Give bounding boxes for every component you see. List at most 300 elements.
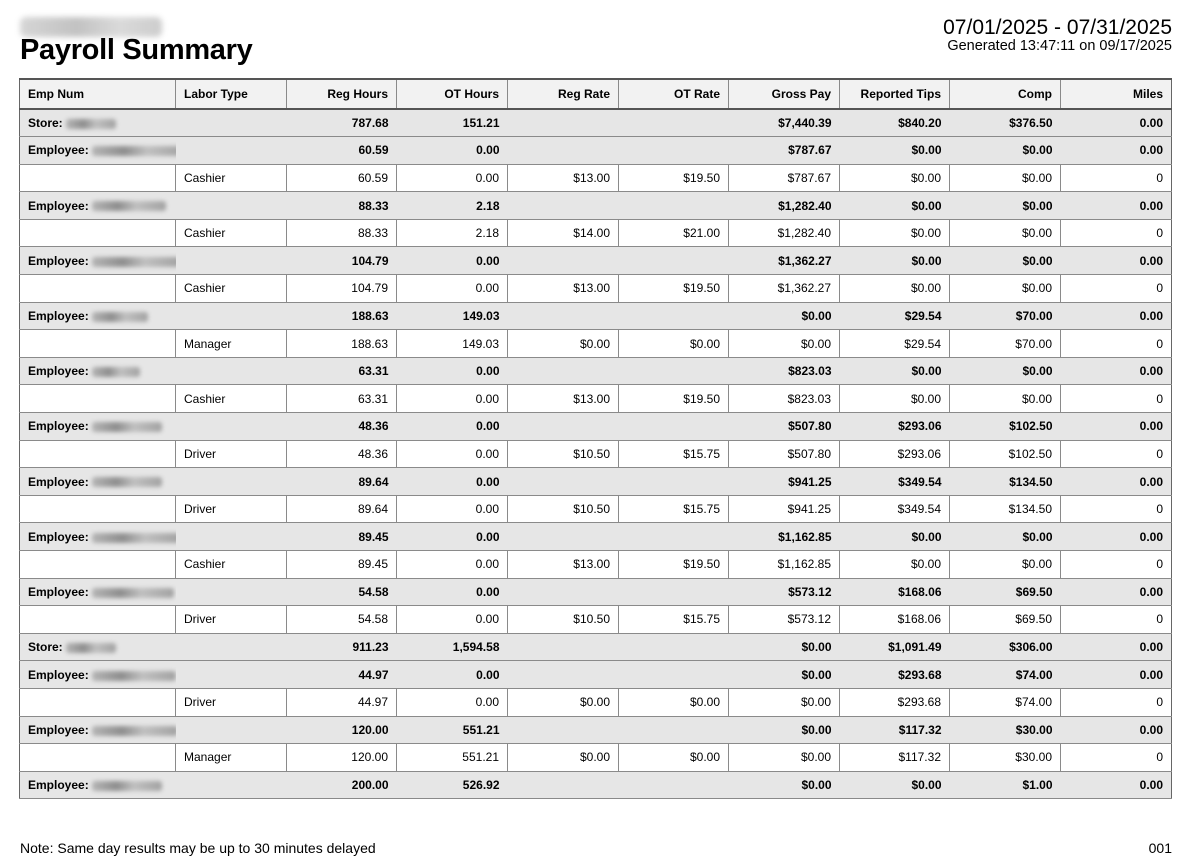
emp-num-cell <box>20 633 176 661</box>
emp-num-cell <box>20 440 176 468</box>
row-label: Employee: <box>28 143 89 158</box>
ot-hours-cell: 0.00 <box>397 688 508 716</box>
redacted-name <box>92 671 176 681</box>
ot-rate-cell <box>619 247 729 275</box>
reg-hours-cell: 88.33 <box>287 219 397 247</box>
comp-cell: $0.00 <box>950 247 1061 275</box>
ot-hours-cell: 2.18 <box>397 192 508 220</box>
reported-tips-cell: $0.00 <box>840 247 950 275</box>
col-header-miles: Miles <box>1061 79 1172 109</box>
gross-pay-cell: $507.80 <box>729 413 840 441</box>
miles-cell: 0 <box>1061 606 1172 634</box>
gross-pay-cell: $0.00 <box>729 633 840 661</box>
emp-num-cell <box>20 192 176 220</box>
redacted-name <box>92 257 176 267</box>
ot-hours-cell: 0.00 <box>397 578 508 606</box>
labor-type-cell <box>176 468 287 496</box>
reg-hours-cell: 787.68 <box>287 109 397 137</box>
reg-hours-cell: 48.36 <box>287 413 397 441</box>
employee-total-row <box>20 468 1172 496</box>
miles-cell: 0.00 <box>1061 137 1172 165</box>
labor-detail-row <box>20 688 1172 716</box>
reg-hours-cell: 104.79 <box>287 275 397 303</box>
row-label: Store: <box>28 116 63 131</box>
employee-total-row <box>20 413 1172 441</box>
report-header <box>20 14 1172 74</box>
labor-type-cell: Driver <box>176 440 287 468</box>
gross-pay-cell: $941.25 <box>729 468 840 496</box>
ot-hours-cell: 0.00 <box>397 357 508 385</box>
gross-pay-cell: $7,440.39 <box>729 109 840 137</box>
reported-tips-cell: $0.00 <box>840 137 950 165</box>
miles-cell: 0 <box>1061 744 1172 772</box>
labor-type-cell: Cashier <box>176 551 287 579</box>
gross-pay-cell: $787.67 <box>729 137 840 165</box>
comp-cell: $0.00 <box>950 551 1061 579</box>
ot-rate-cell: $15.75 <box>619 495 729 523</box>
labor-type-cell <box>176 633 287 661</box>
emp-num-cell <box>20 137 176 165</box>
ot-hours-cell: 0.00 <box>397 385 508 413</box>
ot-rate-cell: $19.50 <box>619 164 729 192</box>
emp-num-cell <box>20 302 176 330</box>
comp-cell: $0.00 <box>950 137 1061 165</box>
reg-hours-cell: 88.33 <box>287 192 397 220</box>
emp-num-cell <box>20 523 176 551</box>
payroll-table <box>19 78 1172 799</box>
gross-pay-cell: $823.03 <box>729 385 840 413</box>
labor-detail-row <box>20 495 1172 523</box>
row-label: Employee: <box>28 584 89 599</box>
page-number: 001 <box>1148 840 1172 856</box>
reported-tips-cell: $293.06 <box>840 440 950 468</box>
col-header-comp: Comp <box>950 79 1061 109</box>
reg-hours-cell: 89.45 <box>287 523 397 551</box>
ot-hours-cell: 0.00 <box>397 413 508 441</box>
report-title: Payroll Summary <box>20 34 253 66</box>
emp-num-cell <box>20 275 176 303</box>
ot-hours-cell: 526.92 <box>397 771 508 799</box>
ot-rate-cell <box>619 716 729 744</box>
labor-type-cell <box>176 302 287 330</box>
reported-tips-cell: $0.00 <box>840 771 950 799</box>
labor-type-cell: Cashier <box>176 164 287 192</box>
emp-num-cell <box>20 578 176 606</box>
miles-cell: 0.00 <box>1061 578 1172 606</box>
emp-num-cell <box>20 495 176 523</box>
ot-rate-cell <box>619 633 729 661</box>
miles-cell: 0 <box>1061 495 1172 523</box>
reported-tips-cell: $0.00 <box>840 275 950 303</box>
reported-tips-cell: $117.32 <box>840 744 950 772</box>
ot-rate-cell <box>619 661 729 689</box>
comp-cell: $30.00 <box>950 716 1061 744</box>
reg-hours-cell: 48.36 <box>287 440 397 468</box>
employee-total-row <box>20 247 1172 275</box>
ot-hours-cell: 0.00 <box>397 468 508 496</box>
reg-rate-cell: $0.00 <box>508 330 619 358</box>
gross-pay-cell: $0.00 <box>729 771 840 799</box>
reported-tips-cell: $117.32 <box>840 716 950 744</box>
labor-type-cell: Driver <box>176 606 287 634</box>
row-label: Employee: <box>28 529 89 544</box>
col-header-reported-tips: Reported Tips <box>840 79 950 109</box>
reported-tips-cell: $29.54 <box>840 330 950 358</box>
comp-cell: $102.50 <box>950 440 1061 468</box>
comp-cell: $70.00 <box>950 302 1061 330</box>
miles-cell: 0 <box>1061 164 1172 192</box>
row-label: Employee: <box>28 474 89 489</box>
reported-tips-cell: $293.06 <box>840 413 950 441</box>
reported-tips-cell: $29.54 <box>840 302 950 330</box>
gross-pay-cell: $1,362.27 <box>729 247 840 275</box>
reg-rate-cell: $13.00 <box>508 275 619 303</box>
col-header-labor-type: Labor Type <box>176 79 287 109</box>
comp-cell: $0.00 <box>950 357 1061 385</box>
redacted-name <box>92 588 174 598</box>
labor-type-cell <box>176 661 287 689</box>
labor-type-cell <box>176 137 287 165</box>
reg-hours-cell: 44.97 <box>287 688 397 716</box>
gross-pay-cell: $0.00 <box>729 688 840 716</box>
redacted-name <box>92 201 166 211</box>
comp-cell: $69.50 <box>950 606 1061 634</box>
reported-tips-cell: $168.06 <box>840 606 950 634</box>
reported-tips-cell: $0.00 <box>840 219 950 247</box>
ot-rate-cell <box>619 137 729 165</box>
redacted-name <box>92 781 162 791</box>
reported-tips-cell: $0.00 <box>840 164 950 192</box>
emp-num-cell <box>20 716 176 744</box>
comp-cell: $0.00 <box>950 523 1061 551</box>
labor-type-cell: Manager <box>176 744 287 772</box>
row-label: Employee: <box>28 778 89 793</box>
gross-pay-cell: $1,282.40 <box>729 192 840 220</box>
comp-cell: $1.00 <box>950 771 1061 799</box>
emp-num-cell <box>20 219 176 247</box>
emp-num-cell <box>20 661 176 689</box>
emp-num-cell <box>20 330 176 358</box>
miles-cell: 0.00 <box>1061 247 1172 275</box>
labor-detail-row <box>20 164 1172 192</box>
miles-cell: 0.00 <box>1061 357 1172 385</box>
row-label: Employee: <box>28 308 89 323</box>
reg-hours-cell: 200.00 <box>287 771 397 799</box>
redacted-name <box>92 726 176 736</box>
labor-detail-row <box>20 275 1172 303</box>
miles-cell: 0.00 <box>1061 192 1172 220</box>
labor-detail-row <box>20 606 1172 634</box>
reg-rate-cell <box>508 468 619 496</box>
ot-hours-cell: 0.00 <box>397 137 508 165</box>
emp-num-cell <box>20 385 176 413</box>
reported-tips-cell: $168.06 <box>840 578 950 606</box>
ot-hours-cell: 0.00 <box>397 247 508 275</box>
reg-rate-cell <box>508 523 619 551</box>
gross-pay-cell: $1,162.85 <box>729 551 840 579</box>
labor-type-cell <box>176 247 287 275</box>
ot-hours-cell: 2.18 <box>397 219 508 247</box>
reg-rate-cell: $13.00 <box>508 385 619 413</box>
reg-hours-cell: 60.59 <box>287 137 397 165</box>
ot-hours-cell: 551.21 <box>397 716 508 744</box>
reg-hours-cell: 188.63 <box>287 302 397 330</box>
date-range: 07/01/2025 - 07/31/2025 <box>943 16 1172 39</box>
ot-hours-cell: 151.21 <box>397 109 508 137</box>
labor-detail-row <box>20 551 1172 579</box>
col-header-reg-hours: Reg Hours <box>287 79 397 109</box>
comp-cell: $0.00 <box>950 192 1061 220</box>
emp-num-cell <box>20 606 176 634</box>
labor-type-cell <box>176 357 287 385</box>
labor-type-cell: Cashier <box>176 385 287 413</box>
comp-cell: $102.50 <box>950 413 1061 441</box>
comp-cell: $74.00 <box>950 661 1061 689</box>
reg-hours-cell: 60.59 <box>287 164 397 192</box>
redacted-name <box>66 119 116 129</box>
reg-hours-cell: 120.00 <box>287 744 397 772</box>
row-label: Employee: <box>28 198 89 213</box>
comp-cell: $70.00 <box>950 330 1061 358</box>
emp-num-cell <box>20 413 176 441</box>
miles-cell: 0.00 <box>1061 468 1172 496</box>
labor-type-cell <box>176 578 287 606</box>
reported-tips-cell: $0.00 <box>840 523 950 551</box>
row-label: Employee: <box>28 667 89 682</box>
comp-cell: $134.50 <box>950 495 1061 523</box>
miles-cell: 0 <box>1061 551 1172 579</box>
redacted-name <box>92 533 176 543</box>
employee-total-row <box>20 192 1172 220</box>
reported-tips-cell: $293.68 <box>840 661 950 689</box>
gross-pay-cell: $573.12 <box>729 606 840 634</box>
emp-num-cell <box>20 744 176 772</box>
reg-rate-cell <box>508 413 619 441</box>
redacted-name <box>92 312 148 322</box>
reg-rate-cell <box>508 771 619 799</box>
emp-num-cell <box>20 468 176 496</box>
row-label: Employee: <box>28 722 89 737</box>
miles-cell: 0.00 <box>1061 109 1172 137</box>
ot-hours-cell: 149.03 <box>397 302 508 330</box>
reg-hours-cell: 188.63 <box>287 330 397 358</box>
row-label: Employee: <box>28 253 89 268</box>
employee-total-row <box>20 523 1172 551</box>
miles-cell: 0.00 <box>1061 523 1172 551</box>
redacted-name <box>92 422 162 432</box>
ot-rate-cell <box>619 468 729 496</box>
reported-tips-cell: $0.00 <box>840 357 950 385</box>
labor-type-cell: Cashier <box>176 219 287 247</box>
gross-pay-cell: $0.00 <box>729 716 840 744</box>
reg-rate-cell <box>508 716 619 744</box>
gross-pay-cell: $0.00 <box>729 744 840 772</box>
footer-note: Note: Same day results may be up to 30 minutes delayed <box>20 840 376 856</box>
col-header-emp-num: Emp Num <box>20 79 176 109</box>
miles-cell: 0 <box>1061 440 1172 468</box>
miles-cell: 0 <box>1061 385 1172 413</box>
redacted-name <box>92 367 140 377</box>
ot-hours-cell: 551.21 <box>397 744 508 772</box>
reg-rate-cell: $10.50 <box>508 440 619 468</box>
ot-rate-cell <box>619 578 729 606</box>
reg-rate-cell: $10.50 <box>508 495 619 523</box>
emp-num-cell <box>20 771 176 799</box>
ot-rate-cell: $19.50 <box>619 385 729 413</box>
labor-detail-row <box>20 440 1172 468</box>
reg-rate-cell <box>508 661 619 689</box>
reg-hours-cell: 44.97 <box>287 661 397 689</box>
labor-type-cell <box>176 523 287 551</box>
employee-total-row <box>20 661 1172 689</box>
redacted-name <box>92 146 176 156</box>
labor-type-cell <box>176 771 287 799</box>
gross-pay-cell: $0.00 <box>729 302 840 330</box>
store-total-row <box>20 109 1172 137</box>
reg-hours-cell: 54.58 <box>287 606 397 634</box>
reg-hours-cell: 89.64 <box>287 468 397 496</box>
reg-rate-cell <box>508 192 619 220</box>
ot-rate-cell <box>619 192 729 220</box>
reported-tips-cell: $0.00 <box>840 385 950 413</box>
reg-rate-cell <box>508 247 619 275</box>
miles-cell: 0.00 <box>1061 661 1172 689</box>
comp-cell: $0.00 <box>950 385 1061 413</box>
reg-rate-cell: $14.00 <box>508 219 619 247</box>
row-label: Employee: <box>28 419 89 434</box>
ot-hours-cell: 149.03 <box>397 330 508 358</box>
miles-cell: 0.00 <box>1061 771 1172 799</box>
labor-type-cell: Manager <box>176 330 287 358</box>
col-header-ot-hours: OT Hours <box>397 79 508 109</box>
labor-detail-row <box>20 385 1172 413</box>
ot-rate-cell <box>619 357 729 385</box>
col-header-gross-pay: Gross Pay <box>729 79 840 109</box>
emp-num-cell <box>20 247 176 275</box>
emp-num-cell <box>20 164 176 192</box>
ot-rate-cell: $19.50 <box>619 551 729 579</box>
row-label: Employee: <box>28 364 89 379</box>
comp-cell: $0.00 <box>950 219 1061 247</box>
table-header-row <box>20 79 1172 109</box>
gross-pay-cell: $0.00 <box>729 330 840 358</box>
ot-hours-cell: 1,594.58 <box>397 633 508 661</box>
ot-rate-cell <box>619 109 729 137</box>
reported-tips-cell: $349.54 <box>840 495 950 523</box>
reg-rate-cell <box>508 357 619 385</box>
generated-timestamp: Generated 13:47:11 on 09/17/2025 <box>947 38 1172 54</box>
reg-rate-cell: $13.00 <box>508 551 619 579</box>
reported-tips-cell: $0.00 <box>840 551 950 579</box>
reg-hours-cell: 63.31 <box>287 385 397 413</box>
reg-rate-cell <box>508 109 619 137</box>
comp-cell: $74.00 <box>950 688 1061 716</box>
gross-pay-cell: $1,282.40 <box>729 219 840 247</box>
comp-cell: $0.00 <box>950 164 1061 192</box>
reported-tips-cell: $293.68 <box>840 688 950 716</box>
ot-rate-cell <box>619 413 729 441</box>
ot-hours-cell: 0.00 <box>397 495 508 523</box>
ot-rate-cell: $0.00 <box>619 330 729 358</box>
labor-detail-row <box>20 744 1172 772</box>
employee-total-row <box>20 357 1172 385</box>
gross-pay-cell: $1,162.85 <box>729 523 840 551</box>
miles-cell: 0 <box>1061 275 1172 303</box>
reg-hours-cell: 911.23 <box>287 633 397 661</box>
miles-cell: 0.00 <box>1061 716 1172 744</box>
employee-total-row <box>20 716 1172 744</box>
ot-rate-cell: $19.50 <box>619 275 729 303</box>
reported-tips-cell: $0.00 <box>840 192 950 220</box>
gross-pay-cell: $573.12 <box>729 578 840 606</box>
labor-type-cell <box>176 109 287 137</box>
employee-total-row <box>20 578 1172 606</box>
miles-cell: 0 <box>1061 688 1172 716</box>
ot-rate-cell: $21.00 <box>619 219 729 247</box>
ot-hours-cell: 0.00 <box>397 275 508 303</box>
reg-rate-cell: $10.50 <box>508 606 619 634</box>
ot-hours-cell: 0.00 <box>397 523 508 551</box>
reg-rate-cell <box>508 578 619 606</box>
redacted-name <box>66 643 116 653</box>
employee-total-row <box>20 137 1172 165</box>
redacted-name <box>92 477 162 487</box>
col-header-reg-rate: Reg Rate <box>508 79 619 109</box>
reg-rate-cell <box>508 137 619 165</box>
gross-pay-cell: $507.80 <box>729 440 840 468</box>
emp-num-cell <box>20 688 176 716</box>
labor-type-cell: Driver <box>176 495 287 523</box>
comp-cell: $0.00 <box>950 275 1061 303</box>
labor-detail-row <box>20 219 1172 247</box>
miles-cell: 0.00 <box>1061 633 1172 661</box>
reg-rate-cell <box>508 302 619 330</box>
row-label: Store: <box>28 640 63 655</box>
labor-detail-row <box>20 330 1172 358</box>
reported-tips-cell: $1,091.49 <box>840 633 950 661</box>
miles-cell: 0.00 <box>1061 302 1172 330</box>
labor-type-cell: Cashier <box>176 275 287 303</box>
ot-rate-cell: $0.00 <box>619 744 729 772</box>
emp-num-cell <box>20 109 176 137</box>
reg-hours-cell: 120.00 <box>287 716 397 744</box>
comp-cell: $69.50 <box>950 578 1061 606</box>
gross-pay-cell: $823.03 <box>729 357 840 385</box>
ot-hours-cell: 0.00 <box>397 164 508 192</box>
emp-num-cell <box>20 551 176 579</box>
ot-hours-cell: 0.00 <box>397 440 508 468</box>
reg-rate-cell: $0.00 <box>508 744 619 772</box>
reg-rate-cell: $0.00 <box>508 688 619 716</box>
reg-hours-cell: 54.58 <box>287 578 397 606</box>
miles-cell: 0 <box>1061 219 1172 247</box>
comp-cell: $376.50 <box>950 109 1061 137</box>
reg-hours-cell: 89.64 <box>287 495 397 523</box>
col-header-ot-rate: OT Rate <box>619 79 729 109</box>
ot-rate-cell: $15.75 <box>619 606 729 634</box>
miles-cell: 0.00 <box>1061 413 1172 441</box>
labor-type-cell <box>176 716 287 744</box>
reg-hours-cell: 89.45 <box>287 551 397 579</box>
ot-rate-cell <box>619 771 729 799</box>
ot-hours-cell: 0.00 <box>397 661 508 689</box>
labor-type-cell <box>176 413 287 441</box>
ot-rate-cell <box>619 523 729 551</box>
reported-tips-cell: $840.20 <box>840 109 950 137</box>
ot-rate-cell: $0.00 <box>619 688 729 716</box>
comp-cell: $30.00 <box>950 744 1061 772</box>
reg-hours-cell: 104.79 <box>287 247 397 275</box>
